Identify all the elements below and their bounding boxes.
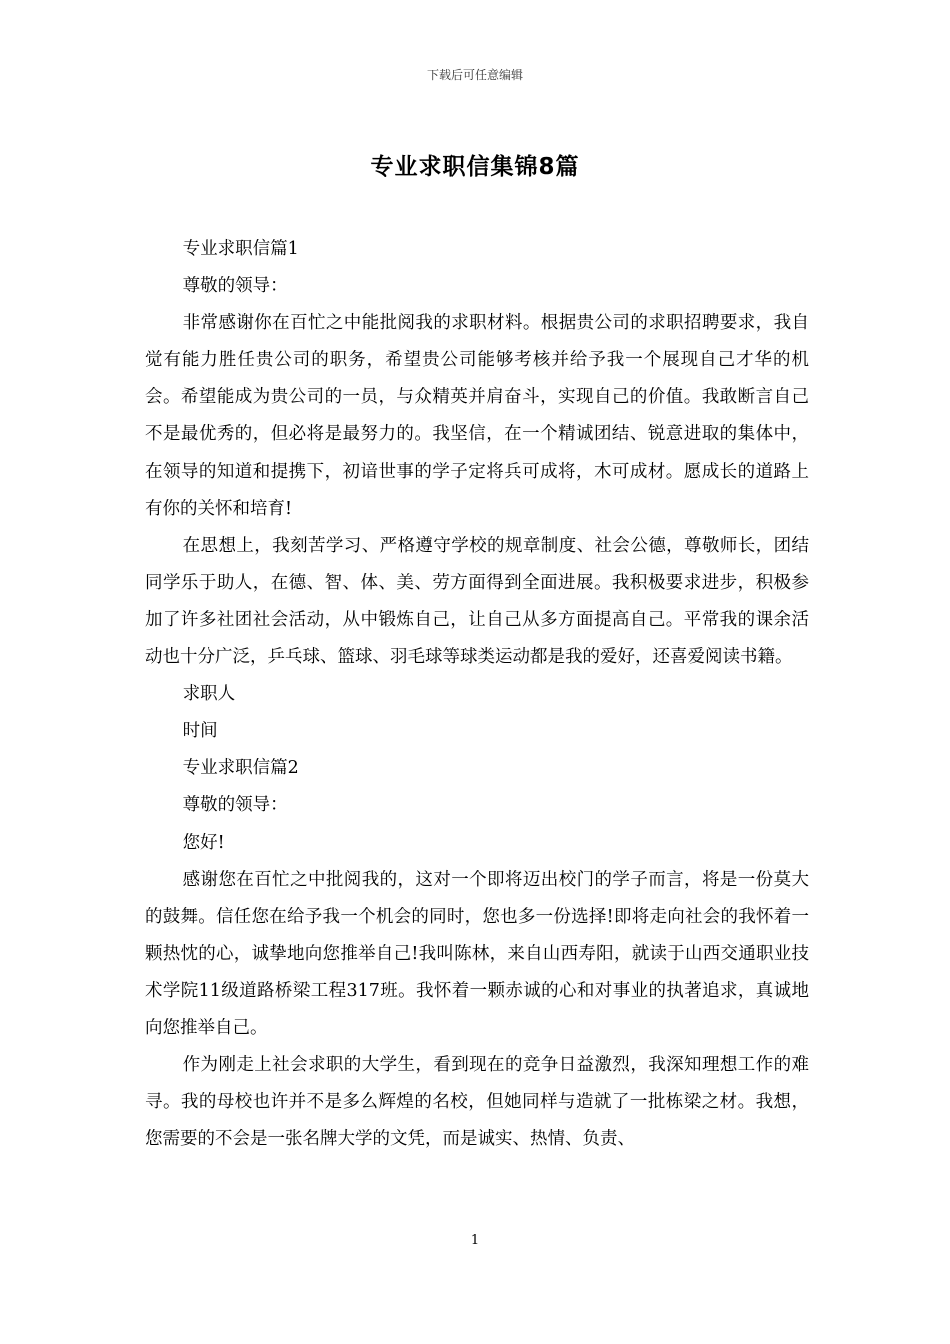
paragraph-2: 在思想上，我刻苦学习、严格遵守学校的规章制度、社会公德，尊敬师长，团结同学乐于助人，在德、智、体、美、劳方面得到全面进展。我积极要求进步，积极参加了许多社团社会活动，从中锻炼自己，让自己从多方面提高自己。平常我的课余活动也十分广泛，乒乓球、篮球、羽毛球等球类运动都是我的爱好，还喜爱阅读书籍。 <box>145 535 809 668</box>
section-heading-2: 专业求职信篇2 <box>182 758 299 779</box>
paragraph-3: 感谢您在百忙之中批阅我的，这对一个即将迈出校门的学子而言，将是一份莫大的鼓舞。信任您在给予我一个机会的同时，您也多一份选择!即将走向社会的我怀着一颗热忱的心，诚挚地向您推举自己!我叫陈林，来自山西寿阳，就读于山西交通职业技术学院11级道路桥梁工程317班。我怀着一颗赤诚的心和对事业的执著追求，真诚地向您推举自己。 <box>145 869 809 1038</box>
document-body <box>145 231 809 1158</box>
applicant-line: 求职人 <box>182 684 236 705</box>
page-number: 1 <box>470 1233 480 1248</box>
paragraph-4: 作为刚走上社会求职的大学生，看到现在的竞争日益激烈，我深知理想工作的难寻。我的母校也许并不是多么辉煌的名校，但她同样与造就了一批栋梁之材。我想，您需要的不会是一张名牌大学的文凭，而是诚实、热情、负责、 <box>145 1055 809 1150</box>
salutation-2: 尊敬的领导： <box>182 795 288 816</box>
paragraph-1: 非常感谢你在百忙之中能批阅我的求职材料。根据贵公司的求职招聘要求，我自觉有能力胜任贵公司的职务，希望贵公司能够考核并给予我一个展现自己才华的机会。希望能成为贵公司的一员，与众精英并肩奋斗，实现自己的价值。我敢断言自己不是最优秀的，但必将是最努力的。我坚信，在一个精诚团结、锐意进取的集体中，在领导的知道和提携下，初谙世事的学子定将兵可成将，木可成材。愿成长的道路上有你的关怀和培育! <box>145 313 809 519</box>
salutation-1: 尊敬的领导： <box>182 276 288 297</box>
greeting: 您好! <box>182 832 225 853</box>
section-heading-1: 专业求职信篇1 <box>182 239 299 259</box>
date-line: 时间 <box>182 721 218 742</box>
header-note: 下载后可任意编辑 <box>426 68 523 82</box>
document-title: 专业求职信集锦8篇 <box>370 154 580 180</box>
